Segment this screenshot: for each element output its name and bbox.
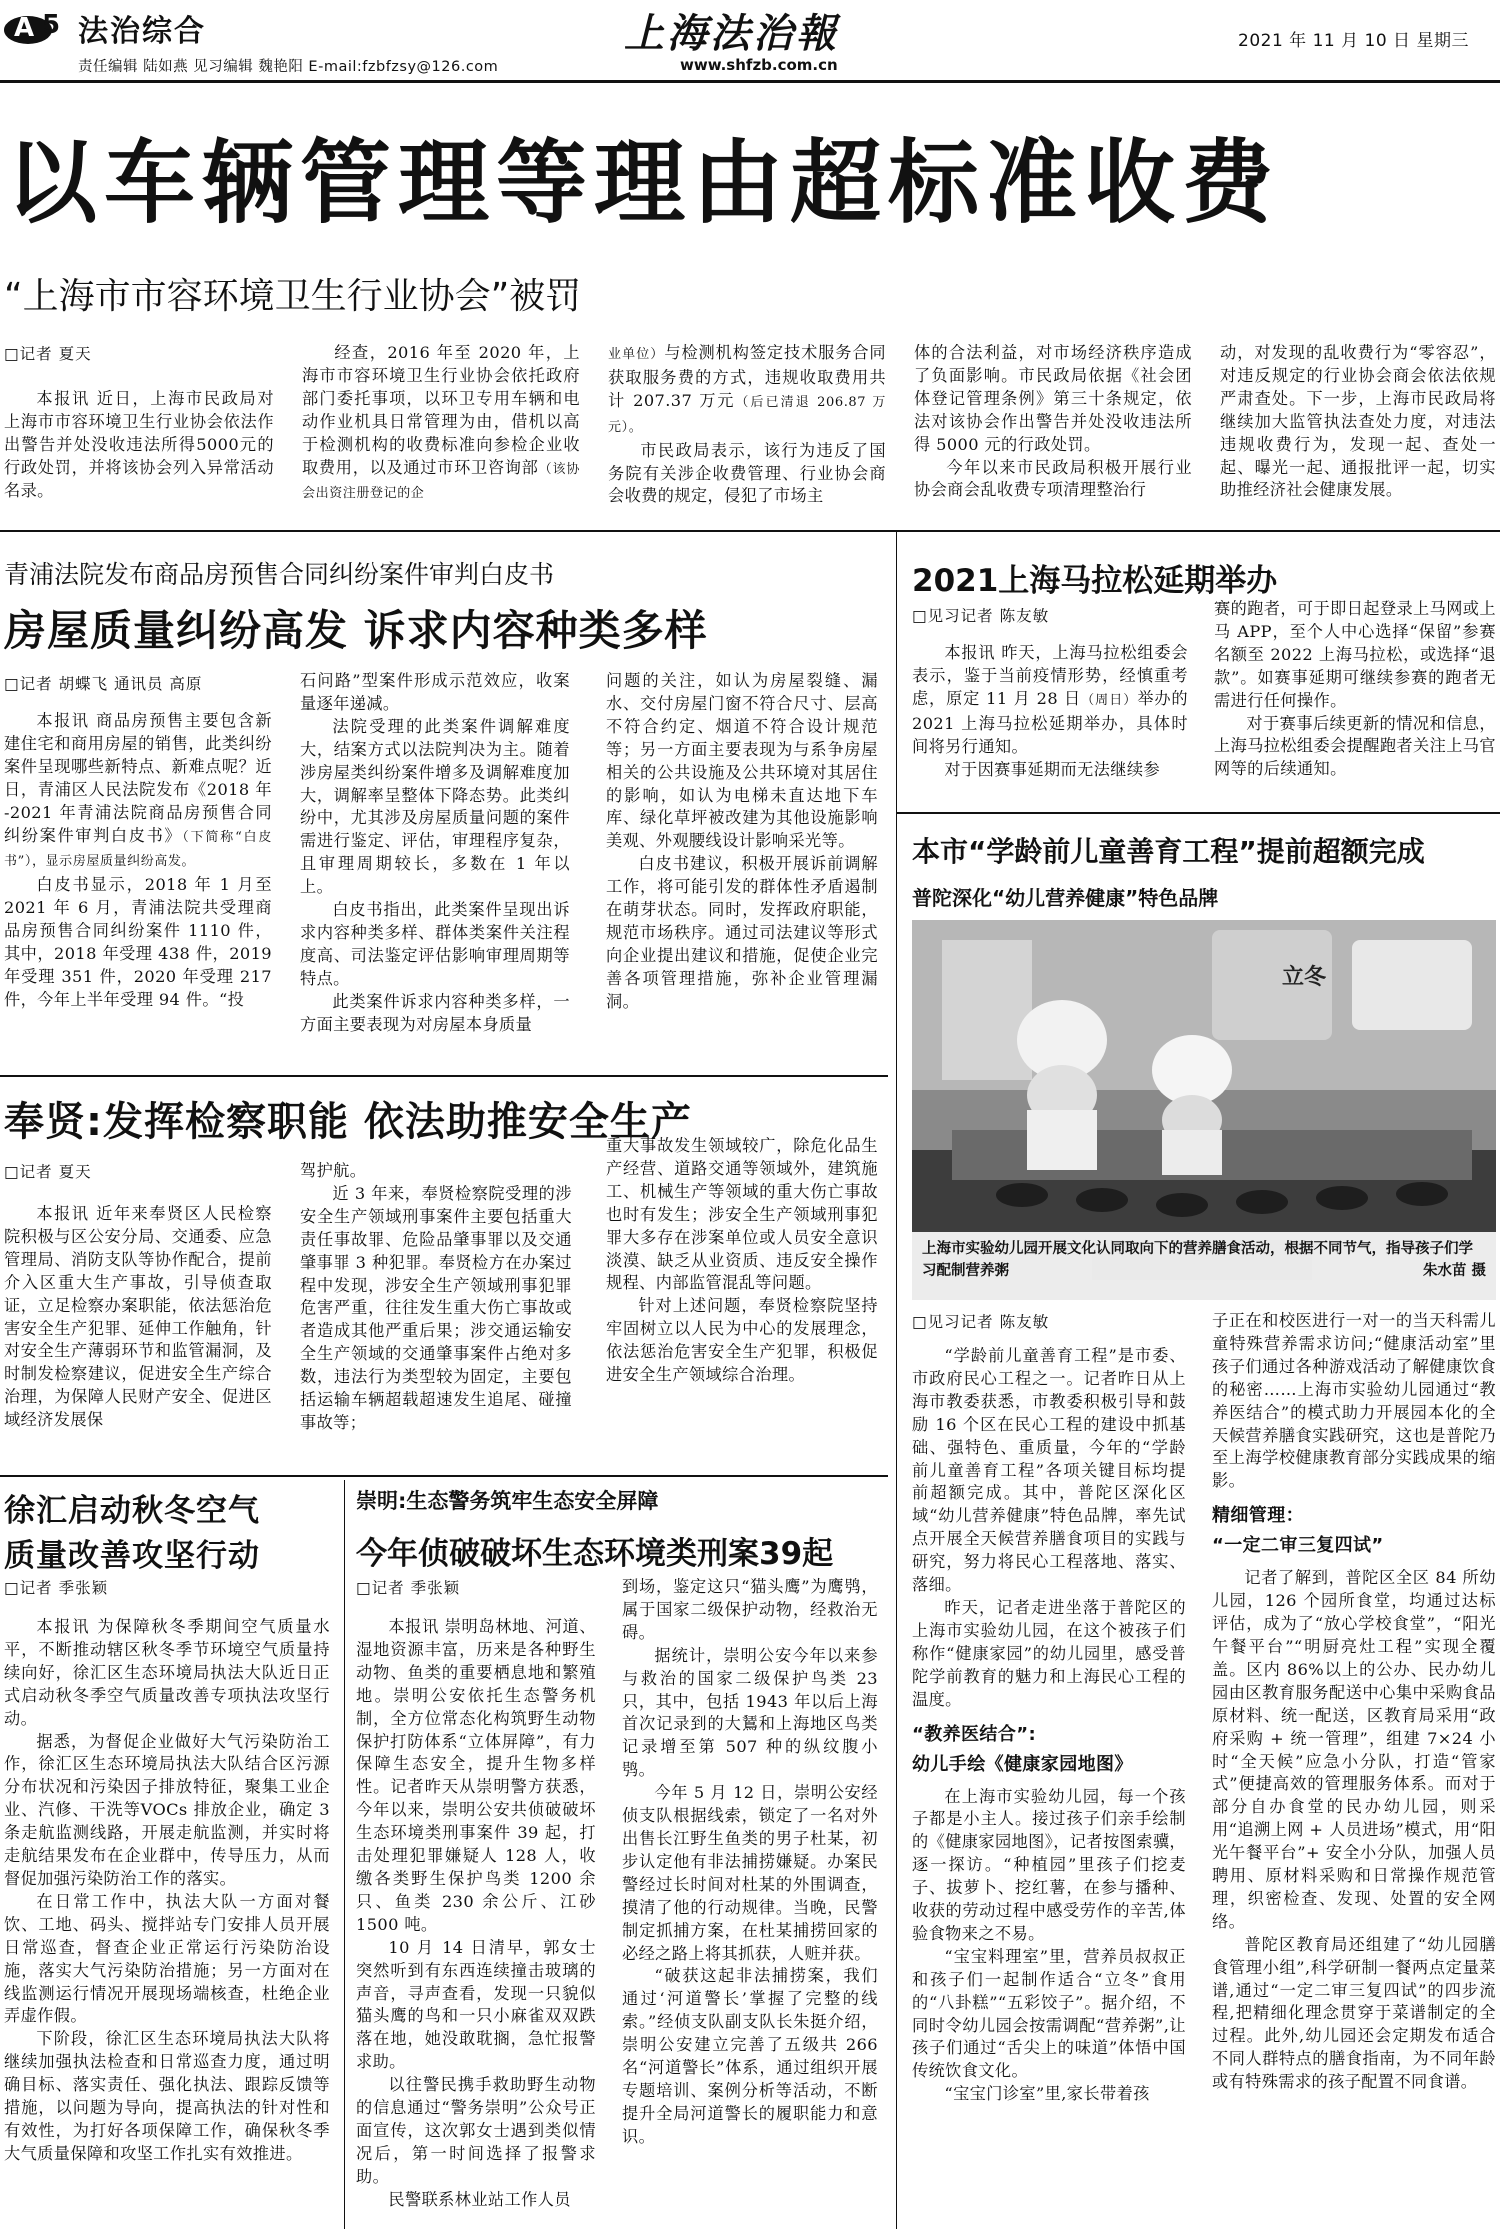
story4-byline: □记者 季张颖 [4, 1579, 109, 1597]
subhead: 幼儿手绘《健康家园地图》 [912, 1753, 1133, 1775]
paragraph: 近 3 年来，奉贤检察院受理的涉安全生产领域刑事案件主要包括重大责任事故罪、危险品肇事罪以及交通肇事罪 3 种犯罪。奉贤检方在办案过程中发现，涉安全生产领域刑事犯罪危害严重，往往发生重大伤亡事故或者造成其他严重后果；涉交通运输安全生产领域的交通肇事案件占绝对多数，违法行为类型较为固定，主要包括运输车辆超载超速发生追尾、碰撞事故等； [300, 1183, 572, 1432]
paragraph: 民警联系林业站工作人员 [388, 2189, 571, 2209]
story7-col1 [912, 1345, 1186, 2227]
paragraph [4, 710, 272, 874]
story2-col1 [4, 710, 272, 1066]
story6-byline: □见习记者 陈友敏 [912, 607, 1050, 625]
note: （下简称“白皮书”），显示房屋质量纠纷高发。 [4, 829, 272, 870]
paragraph: 问题的关注，如认为房屋裂缝、漏水、交付房屋门窗不符合尺寸、层高不符合约定、烟道不符合设计规范等；另一方面主要表现为与系争房屋相关的公共设施及公共环境对其居住的影响，如认为电梯未直达地下车库、绿化草坪被改建为其他设施影响美观、外观腰线设计影响采光等。 [606, 671, 878, 851]
story3-headline: 奉贤:发挥检察职能 依法助推安全生产 [4, 1099, 692, 1145]
photo-caption [912, 1232, 1496, 1300]
issue-date: 2021 年 11 月 10 日 星期三 [1238, 31, 1469, 51]
paragraph: 对于因赛事延期而无法继续参 [944, 759, 1161, 779]
paragraph: 下阶段，徐汇区生态环境局执法大队将继续加强执法检查和日常巡查力度，通过明确目标、落实责任、强化执法、跟踪反馈等措施，以问题为导向，提高执法的针对性和有效性，为打好各项保障工作，确保秋冬季大气质量保障和攻坚工作扎实有效推进。 [4, 2029, 330, 2163]
story1-col3 [608, 342, 886, 507]
story4-headline-line1: 徐汇启动秋冬空气 [4, 1493, 260, 1529]
text: 举办的 2021 上海马拉松延期举办，具体时间将另行通知。 [912, 688, 1188, 756]
story6-headline: 2021上海马拉松延期举办 [912, 563, 1278, 599]
paragraph: 驾护航。 [300, 1161, 367, 1180]
news-photo [912, 920, 1496, 1300]
story5-headline: 今年侦破破坏生态环境类刑案39起 [356, 1536, 834, 1572]
section-name: 法治综合 [78, 14, 206, 49]
story1-headline: 以车辆管理等理由超标准收费 [6, 131, 1281, 236]
story3-byline: □记者 夏天 [4, 1163, 92, 1181]
story3-col3 [606, 1135, 878, 1465]
svg-text:A: A [14, 13, 35, 43]
paragraph: 普陀区教育局还组建了“幼儿园膳食管理小组”,科学研制一餐两点定量菜谱,通过“一定二审三复四试”的四步流程,把精细化理念贯穿于菜谱制定的全过程。此外,幼儿园还会定期发布适合不同人群特点的膳食指南，为不同年龄或有特殊需求的孩子配置不同食谱。 [1212, 1934, 1496, 2092]
note: 业单位） [608, 347, 665, 362]
story4-headline-line2: 质量改善攻坚行动 [4, 1538, 260, 1574]
paragraph: 本报讯 崇明岛林地、河道、湿地资源丰富，历来是各种野生动物、鱼类的重要栖息地和繁殖地。崇明公安依托生态警务机制，全方位常态化构筑野生动物保护打防体系“立体屏障”，有力保障生态安全，提升生物多样性。记者昨天从崇明警方获悉，今年以来，崇明公安共侦破破坏生态环境类刑事案件 39 起，打击处理犯罪嫌疑人 128 人，收缴各类野生保护鸟类 1200 余只、鱼类 230 余公斤、江砂 1500 吨。 [356, 1617, 596, 1934]
story3-col2 [300, 1160, 572, 1465]
paragraph: 白皮书显示，2018 年 1 月至 2021 年 6 月，青浦法院共受理商品房预售合同纠纷案件 1110 件，其中，2018 年受理 438 件，2019 年受理 351 件，2020 年受理 217 件，今年上半年受理 94 件。“投 [4, 875, 272, 1009]
paragraph [608, 342, 886, 440]
paragraph: 本报讯 近日，上海市民政局对上海市市容环境卫生行业协会依法作出警告并处没收违法所得5000元的行政处罚，并将该协会列入异常活动名录。 [4, 389, 274, 500]
story7-headline: 本市“学龄前儿童善育工程”提前超额完成 [912, 835, 1425, 868]
paragraph: 本报讯 近年来奉贤区人民检察院积极与区公安分局、交通委、应急管理局、消防支队等协作配合，提前介入区重大生产事故，引导侦查取证，立足检察办案职能，依法惩治危害安全生产犯罪、延伸工作触角，针对安全生产薄弱环节和监管漏洞，及时制发检察建议，促进安全生产综合治理，为保障人民财产安全、促进区域经济发展保 [4, 1204, 272, 1430]
paragraph: 体的合法利益，对市场经济秩序造成了负面影响。市民政局依据《社会团体登记管理条例》第三十条规定，依法对该协会作出警告并处没收违法所得 5000 元的行政处罚。 [914, 343, 1192, 454]
paragraph: 昨天，记者走进坐落于普陀区的上海市实验幼儿园，在这个被孩子们称作“健康家园”的幼儿园里，感受普陀学前教育的魅力和上海民心工程的温度。 [912, 1597, 1186, 1709]
story1-col5 [1220, 342, 1496, 507]
page-number-badge [4, 6, 66, 46]
subhead: 精细管理： [1212, 1505, 1304, 1527]
paragraph: 在上海市实验幼儿园，每一个孩子都是小主人。接过孩子们亲手绘制的《健康家园地图》，记者按图索骥，逐一探访。“种植园”里孩子们挖麦子、拔萝卜、挖红薯，在参与播种、收获的劳动过程中感受劳作的辛苦,体验食物来之不易。 [912, 1786, 1186, 1943]
photo-credit: 朱水苗 摄 [1422, 1263, 1486, 1279]
paragraph: 动，对发现的乱收费行为“零容忍”，对违反规定的行业协会商会依法依规严肃查处。下一步，上海市民政局将继续加大监管执法查处力度，对违法违规收费行为，发现一起、查处一起、曝光一起、通报批评一起，切实助推经济社会健康发展。 [1220, 343, 1496, 500]
subhead: “一定二审三复四试” [1212, 1535, 1384, 1557]
note: （周日） [1081, 692, 1138, 708]
caption-text: 上海市实验幼儿园开展文化认同取向下的营养膳食活动，根据不同节气，指导孩子们学习配制营养粥 [922, 1241, 1473, 1279]
paragraph: 到场，鉴定这只“猫头鹰”为鹰鸮，属于国家二级保护动物，经救治无碍。 [622, 1577, 878, 1642]
story7-col2 [1212, 1310, 1496, 2227]
divider [0, 1475, 888, 1477]
paragraph: 本报讯 为保障秋冬季期间空气质量水平，不断推动辖区秋冬季节环境空气质量持续向好，徐汇区生态环境局执法大队近日正式启动秋冬季空气质量改善专项执法攻坚行动。 [4, 1617, 330, 1728]
story3-col1 [4, 1203, 272, 1465]
story5-col1 [356, 1616, 596, 2226]
story7-byline: □见习记者 陈友敏 [912, 1313, 1050, 1331]
paragraph: “宝宝料理室”里，营养员叔叔正和孩子们一起制作适合“立冬”食用的“八卦糕”“五彩饺子”。据介绍，不同时令幼儿园会按需调配“营养粥”,让孩子们通过“舌尖上的味道”体悟中国传统饮食文化。 [912, 1946, 1186, 2081]
paragraph [912, 642, 1188, 759]
story7-subheadline: 普陀深化“幼儿营养健康”特色品牌 [912, 886, 1219, 910]
text: 本报讯 商品房预售主要包含新建住宅和商用房屋的销售，此类纠纷案件呈现哪些新特点、新难点呢？近日，青浦区人民法院发布《2018 年 -2021 年青浦法院商品房预售合同纠纷案件审判白皮书》 [4, 711, 272, 845]
story5-byline: □记者 季张颖 [356, 1579, 461, 1597]
paragraph: 据统计，崇明公安今年以来参与救治的国家二级保护鸟类 23 只，其中，包括 1943 年以后上海首次记录到的大鵟和上海地区鸟类记录增至第 507 种的纵纹腹小鸮。 [622, 1645, 878, 1780]
story1-subheadline: “上海市市容环境卫生行业协会”被罚 [4, 276, 582, 317]
paragraph: 市民政局表示，该行为违反了国务院有关涉企收费管理、行业协会商会收费的规定，侵犯了市场主 [608, 440, 886, 506]
paragraph: 石问路”型案件形成示范效应，收案量逐年递减。 [300, 671, 570, 713]
text: 经查，2016 年至 2020 年，上海市市容环境卫生行业协会依托政府部门委托事项，以环卫专用车辆和电动作业机具日常管理为由，借机以高于检测机构的收费标准向参检企业收取费用，以及通过市环卫咨询部 [302, 343, 580, 477]
story2-kicker: 青浦法院发布商品房预售合同纠纷案件审判白皮书 [4, 560, 555, 589]
note: （该协会出资注册登记的企 [302, 461, 580, 502]
photo-sign: 立冬 [1282, 964, 1327, 990]
masthead-rule [0, 80, 1500, 83]
story1-byline: □记者 夏天 [4, 345, 92, 363]
paragraph: 白皮书指出，此类案件呈现出诉求内容种类多样、群体类案件关注程度高、司法鉴定评估影响审理周期等特点。 [300, 900, 570, 988]
paragraph: 对于赛事后续更新的情况和信息，上海马拉松组委会提醒跑者关注上马官网等的后续通知。 [1214, 713, 1496, 779]
newspaper-logo: 上海法治報 [624, 10, 839, 57]
paragraph: 今年 5 月 12 日，崇明公安经侦支队根据线索，锁定了一名对外出售长江野生鱼类的男子杜某，初步认定他有非法捕捞嫌疑。办案民警经过长时间对杜某的外围调查，摸清了他的行动规律。当晚，民警制定抓捕方案，在杜某捕捞回家的必经之路上将其抓获，人赃并获。 [622, 1783, 878, 1963]
paragraph: 据悉，为督促企业做好大气污染防治工作，徐汇区生态环境局执法大队结合区污源分布状况和污染因子排放特征，聚集工业企业、汽修、干洗等VOCs 排放企业，确定 3 条走航监测线路，开展走航监测，并实时将走航结果发布在企业群中，传导压力，从而督促加强污染防治工作的落实。 [4, 1731, 330, 1888]
text: 本报讯 昨天，上海马拉松组委会表示，鉴于当前疫情形势，经慎重考虑，原定 11 月 28 日 [912, 643, 1188, 708]
story1-col1 [4, 388, 274, 508]
paragraph: 记者了解到，普陀区全区 84 所幼儿园，126 个园所食堂，均通过达标评估，成为了“放心学校食堂”，“阳光午餐平台”“明厨亮灶工程”实现全覆盖。区内 86%以上的公办、民办幼儿园由区教育服务配送中心集中采购食品原材料、统一配送，区教育局采用“政府采购 + 统一管理”，组建 7×24 小时“全天候”应急小分队，打造“管家式”便捷高效的管理服务体系。而对于部分自办食堂的民办幼儿园，则采用“追溯上网 + 人员进场”模式，用“阳光午餐平台”+ 安全小分队，加强人员聘用、原材料采购和日常操作规范管理，织密检查、发现、处置的安全网络。 [1212, 1568, 1496, 1931]
paragraph: 针对上述问题，奉贤检察院坚持牢固树立以人民为中心的发展理念，依法惩治危害安全生产犯罪，积极促进安全生产领域综合治理。 [606, 1296, 878, 1385]
story1-col4 [914, 342, 1192, 507]
paragraph: 白皮书建议，积极开展诉前调解工作，将可能引发的群体性矛盾遏制在萌芽状态。同时，发挥政府职能，规范市场秩序。通过司法建议等形式向企业提出建议和措施，促使企业完善各项管理措施，弥补企业管理漏洞。 [606, 854, 878, 1011]
paragraph: “学龄前儿童善育工程”是市委、市政府民心工程之一。记者昨日从上海市教委获悉，市教委积极引导和鼓励 16 个区在民心工程的建设中抓基础、强特色、重质量，今年的“学龄前儿童善育工程”各项关键目标均提前超额完成。其中，普陀区深化区域“幼儿营养健康”特色品牌，率先试点开展全天候营养膳食项目的实践与研究，努力将民心工程落地、落实、落细。 [912, 1346, 1186, 1595]
story1-col2 [302, 342, 580, 507]
divider [0, 1075, 888, 1077]
story6-col1 [912, 642, 1188, 792]
paragraph: 10 月 14 日清早，郭女士突然听到有东西连续撞击玻璃的声音，寻声查看，发现一只貌似猫头鹰的鸟和一只小麻雀双双跌落在地，她没敢耽搁，急忙报警求助。 [356, 1937, 596, 2072]
website: www.shfzb.com.cn [680, 56, 838, 74]
paragraph: 今年以来市民政局积极开展行业协会商会乱收费专项清理整治行 [914, 457, 1192, 500]
paragraph: 赛的跑者，可于即日起登录上马网或上马 APP，至个人中心选择“保留”参赛名额至 2022 上海马拉松，或选择“退款”。如赛事延期可继续参赛的跑者无需进行任何操作。 [1214, 599, 1496, 710]
divider [0, 530, 1500, 532]
paragraph: “破获这起非法捕捞案，我们通过‘河道警长’掌握了完整的线索。”经侦支队副支队长朱挺介绍，崇明公安建立完善了五级共 266 名“河道警长”体系，通过组织开展专题培训、案例分析等活动，不断提升全局河道警长的履职能力和意识。 [622, 1966, 878, 2146]
story5-kicker: 崇明:生态警务筑牢生态安全屏障 [356, 1489, 659, 1513]
paragraph: 以往警民携手救助野生动物的信息通过“警务崇明”公众号正面宣传，这次郭女士遇到类似情况后，第一时间选择了报警求助。 [356, 2075, 596, 2186]
paragraph: “宝宝门诊室”里,家长带着孩 [944, 2084, 1150, 2104]
editor-info: 责任编辑 陆如燕 见习编辑 魏艳阳 E-mail:fzbfzsy@126.com [78, 59, 499, 75]
story5-col2 [622, 1576, 878, 2226]
story6-col2 [1214, 598, 1496, 792]
paragraph [302, 342, 580, 506]
column-divider [344, 1480, 345, 2229]
text: 与检测机构签定技术服务合同获取服务费的方式，违规收取费用共计 207.37 万元 [608, 343, 886, 410]
note: （后已清退 206.87 万元）。 [608, 394, 886, 435]
column-divider [896, 532, 897, 2229]
story2-headline: 房屋质量纠纷高发 诉求内容种类多样 [4, 606, 708, 655]
paragraph: 法院受理的此类案件调解难度大，结案方式以法院判决为主。随着涉房屋类纠纷案件增多及调解难度加大，调解率呈整体下降态势。此类纠纷中，尤其涉及房屋质量问题的案件需进行鉴定、评估，审理程序复杂，且审理周期较长，多数在 1 年以上。 [300, 716, 570, 897]
divider [896, 812, 1500, 814]
story2-byline: □记者 胡蝶飞 通讯员 高原 [4, 675, 203, 693]
subhead: “教养医结合”: [912, 1723, 1037, 1745]
story2-col2 [300, 670, 570, 1066]
paragraph: 子正在和校医进行一对一的当天科需儿童特殊营养需求访问;“健康活动室”里孩子们通过各种游戏活动了解健康饮食的秘密……上海市实验幼儿园通过“教养医结合”的模式助力开展园本化的全天候营养膳食实践研究，这也是普陀乃至上海学校健康教育部分实践成果的缩影。 [1212, 1311, 1496, 1491]
story2-col3 [606, 670, 878, 1066]
paragraph: 此类案件诉求内容种类多样，一方面主要表现为对房屋本身质量 [300, 991, 570, 1034]
story4-body [4, 1616, 330, 2226]
page-number: 5 [42, 10, 61, 40]
paragraph: 在日常工作中，执法大队一方面对餐饮、工地、码头、搅拌站专门安排人员开展日常巡查，督查企业正常运行污染防治设施，落实大气污染防治措施；另一方面对在线监测运行情况开展现场端核查，杜绝企业弄虚作假。 [4, 1891, 330, 2026]
paragraph: 重大事故发生领域较广，除危化品生产经营、道路交通等领域外，建筑施工、机械生产等领域的重大伤亡事故也时有发生；涉安全生产领域刑事犯罪大多存在涉案单位或人员安全意识淡漠、缺乏从业资质、违反安全操作规程、内部监管混乱等问题。 [606, 1136, 878, 1293]
